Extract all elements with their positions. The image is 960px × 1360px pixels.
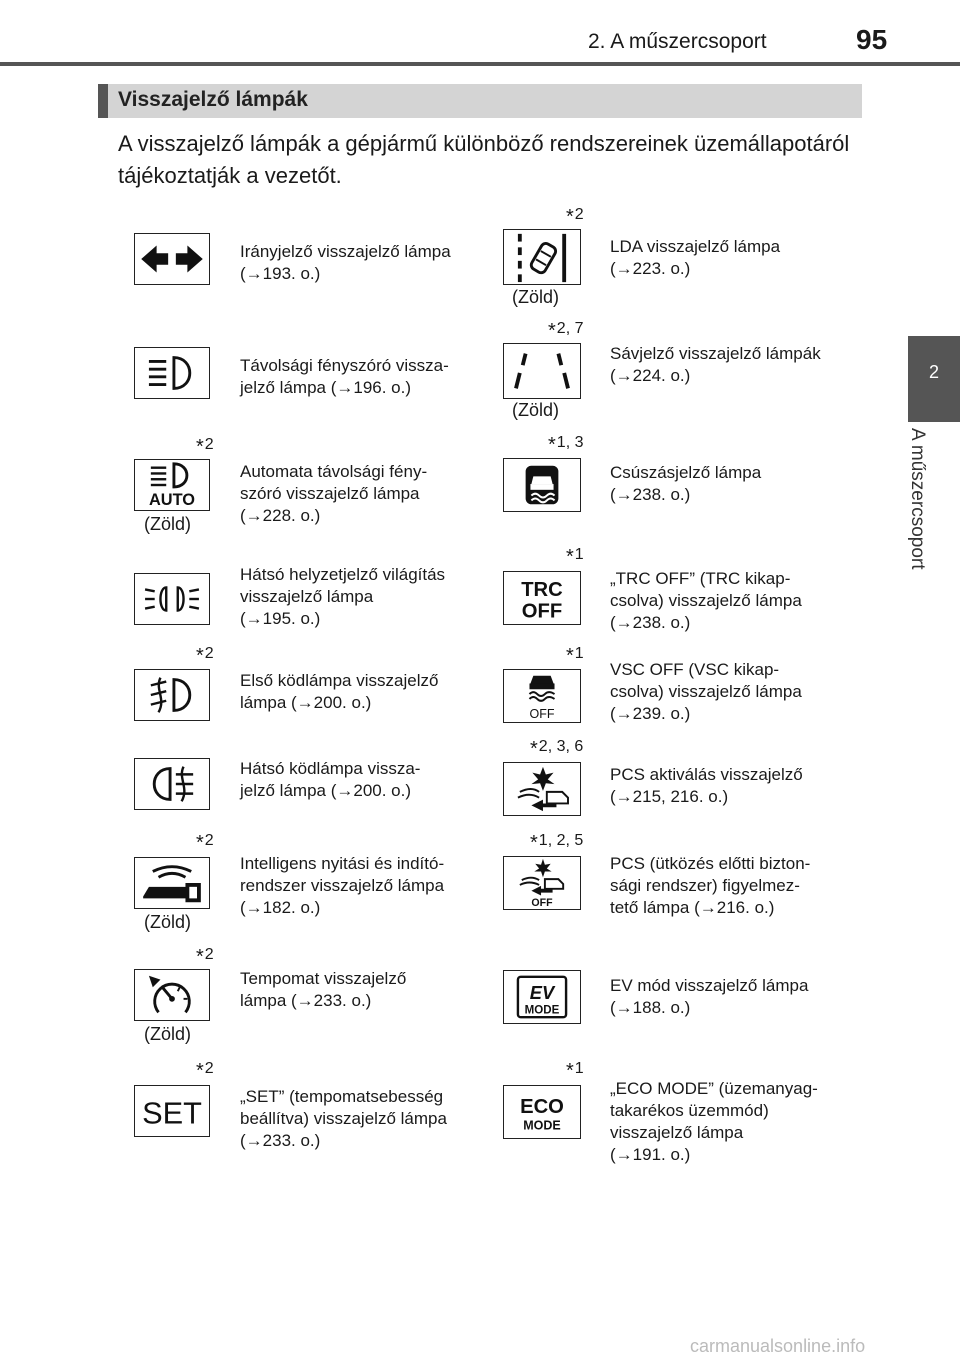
green-label: (Zöld) (144, 1024, 192, 1044)
eco-mode-icon (503, 1085, 581, 1139)
desc-line: (→223. o.) (610, 259, 691, 278)
set-icon (134, 1085, 210, 1137)
desc-line: (→191. o.) (610, 1145, 691, 1164)
right-desc-6 (610, 764, 803, 808)
desc-line: (→228. o.) (240, 506, 321, 525)
trc-label: TRC (521, 579, 563, 602)
right-desc-8 (610, 975, 808, 1019)
desc-line: rendszer visszajelző lámpa (240, 876, 445, 895)
ev-mode-icon (503, 970, 581, 1024)
set-label: SET (142, 1095, 202, 1131)
footnote-marker: *2, 7 (548, 320, 584, 342)
desc-line: „ECO MODE” (üzemanyag- (610, 1079, 818, 1098)
left-desc-5 (240, 670, 438, 714)
header-rule (0, 62, 960, 66)
desc-line: szóró visszajelző lámpa (240, 484, 420, 503)
desc-line: „SET” (tempomatsebesség (240, 1087, 444, 1106)
desc-line: Automata távolsági fény- (240, 462, 428, 481)
chapter-side-label (906, 428, 946, 628)
footnote-number: 1, 2, 5 (538, 832, 584, 849)
pcs-activation-icon (503, 762, 581, 816)
right-desc-4 (610, 568, 802, 634)
desc-line: lámpa (→233. o.) (240, 991, 372, 1010)
green-label: (Zöld) (144, 514, 192, 534)
footnote-number: 1 (574, 1060, 584, 1077)
desc-line: takarékos üzemmód) (610, 1101, 769, 1120)
footnote-marker: *2 (196, 832, 214, 854)
footnote-number: 2, 7 (556, 320, 584, 337)
pcs-warning-icon (503, 856, 581, 910)
desc-line: jelző lámpa (→200. o.) (240, 781, 412, 800)
desc-line: Első ködlámpa visszajelző (240, 671, 439, 690)
desc-line: (→215, 216. o.) (610, 787, 729, 806)
left-desc-6 (240, 758, 420, 802)
high-beam-icon (134, 347, 210, 399)
footnote-number: 1 (574, 546, 584, 563)
off-label: OFF (529, 707, 555, 722)
left-desc-8 (240, 968, 406, 1012)
mode-label: MODE (523, 1118, 561, 1133)
footnote-number: 2, 3, 6 (538, 738, 584, 755)
left-desc-1 (240, 241, 451, 285)
footnote-marker: *1 (566, 546, 584, 568)
desc-line: (→188. o.) (610, 998, 691, 1017)
auto-high-beam-icon (134, 459, 210, 511)
slip-indicator-icon (503, 458, 581, 512)
desc-line: beállítva) visszajelző lámpa (240, 1109, 447, 1128)
desc-line: (→238. o.) (610, 613, 691, 632)
footnote-number: 2 (204, 436, 214, 453)
footnote-number: 2 (204, 645, 214, 662)
footnote-number: 2 (204, 1060, 214, 1077)
desc-line: visszajelző lámpa (610, 1123, 744, 1142)
left-desc-2 (240, 355, 449, 399)
front-fog-icon (134, 669, 210, 721)
green-label: (Zöld) (144, 912, 192, 932)
desc-line: PCS (ütközés előtti bizton- (610, 854, 811, 873)
ev-label: EV (529, 981, 555, 1003)
desc-line: csolva) visszajelző lámpa (610, 591, 802, 610)
footnote-number: 1 (574, 645, 584, 662)
left-desc-4 (240, 564, 445, 630)
tail-light-icon (134, 573, 210, 625)
footnote-marker: *1 (566, 645, 584, 667)
chapter-side-label-text: A műszercsoport (907, 428, 928, 570)
section-heading-text: Visszajelző lámpák (118, 88, 308, 111)
right-desc-3 (610, 462, 761, 506)
footnote-marker: *2 (196, 645, 214, 667)
footnote-number: 1, 3 (556, 434, 584, 451)
section-heading (98, 84, 862, 118)
green-label: (Zöld) (512, 400, 560, 420)
desc-line: (→224. o.) (610, 366, 691, 385)
desc-line: Irányjelző visszajelző lámpa (240, 242, 451, 261)
desc-line: (→238. o.) (610, 485, 691, 504)
rear-fog-icon (134, 758, 210, 810)
green-label: (Zöld) (512, 287, 560, 307)
desc-line: (→195. o.) (240, 609, 321, 628)
left-desc-3 (240, 461, 427, 527)
desc-line: Hátsó helyzetjelző világítás (240, 565, 446, 584)
turn-signal-arrows-icon (134, 233, 210, 285)
footnote-marker: *2 (196, 1060, 214, 1082)
right-desc-5 (610, 659, 802, 725)
lda-icon (503, 229, 581, 285)
desc-line: (→239. o.) (610, 704, 691, 723)
footnote-marker: *1 (566, 1060, 584, 1082)
footnote-number: 2 (204, 946, 214, 963)
page-number: 95 (856, 24, 888, 55)
trc-off-icon (503, 571, 581, 625)
intro-paragraph: A visszajelző lámpák a gépjármű különböző rendszereinek üzemállapotáról tájékoztatják a vezetőt. (118, 131, 850, 188)
off-label: OFF (531, 897, 553, 909)
header-section-title: 2. A műszercsoport (588, 30, 767, 53)
footnote-number: 2 (204, 832, 214, 849)
vsc-off-icon (503, 669, 581, 723)
desc-line: visszajelző lámpa (240, 587, 374, 606)
desc-line: sági rendszer) figyelmez- (610, 876, 800, 895)
footnote-marker: *2 (196, 436, 214, 458)
footnote-marker: *2, 3, 6 (530, 738, 584, 760)
desc-line: Intelligens nyitási és indító- (240, 854, 445, 873)
smart-key-icon (134, 857, 210, 909)
desc-line: Csúszásjelző lámpa (610, 463, 762, 482)
off-label: OFF (521, 600, 563, 623)
desc-line: PCS aktiválás visszajelző (610, 765, 803, 784)
desc-line: EV mód visszajelző lámpa (610, 976, 809, 995)
right-desc-2 (610, 343, 821, 387)
desc-line: Távolsági fényszóró vissza- (240, 356, 449, 375)
auto-label: AUTO (149, 491, 195, 510)
desc-line: (→233. o.) (240, 1131, 321, 1150)
lane-marker-icon (503, 343, 581, 399)
desc-line: (→193. o.) (240, 264, 321, 283)
left-desc-9 (240, 1086, 447, 1152)
desc-line: Hátsó ködlámpa vissza- (240, 759, 421, 778)
desc-line: LDA visszajelző lámpa (610, 237, 781, 256)
chapter-tab-number: 2 (928, 362, 939, 382)
footnote-marker: *2 (566, 206, 584, 228)
desc-line: Tempomat visszajelző (240, 969, 407, 988)
chapter-tab (908, 336, 960, 422)
right-desc-9 (610, 1078, 818, 1166)
desc-line: „TRC OFF” (TRC kikap- (610, 569, 791, 588)
footnote-marker: *1, 2, 5 (530, 832, 584, 854)
mode-label: MODE (524, 1004, 560, 1017)
right-desc-1 (610, 236, 780, 280)
desc-line: VSC OFF (VSC kikap- (610, 660, 780, 679)
footnote-number: 2 (574, 206, 584, 223)
desc-line: csolva) visszajelző lámpa (610, 682, 802, 701)
desc-line: tető lámpa (→216. o.) (610, 898, 775, 917)
footnote-marker: *1, 3 (548, 434, 584, 456)
right-desc-7 (610, 853, 810, 919)
desc-line: Sávjelző visszajelző lámpák (610, 344, 821, 363)
desc-line: (→182. o.) (240, 898, 321, 917)
desc-line: lámpa (→200. o.) (240, 693, 372, 712)
left-desc-7 (240, 853, 444, 919)
footnote-marker: *2 (196, 946, 214, 968)
desc-line: jelző lámpa (→196. o.) (240, 378, 412, 397)
cruise-control-icon (134, 969, 210, 1021)
eco-label: ECO (520, 1095, 564, 1118)
watermark: carmanualsonline.info (690, 1336, 866, 1356)
